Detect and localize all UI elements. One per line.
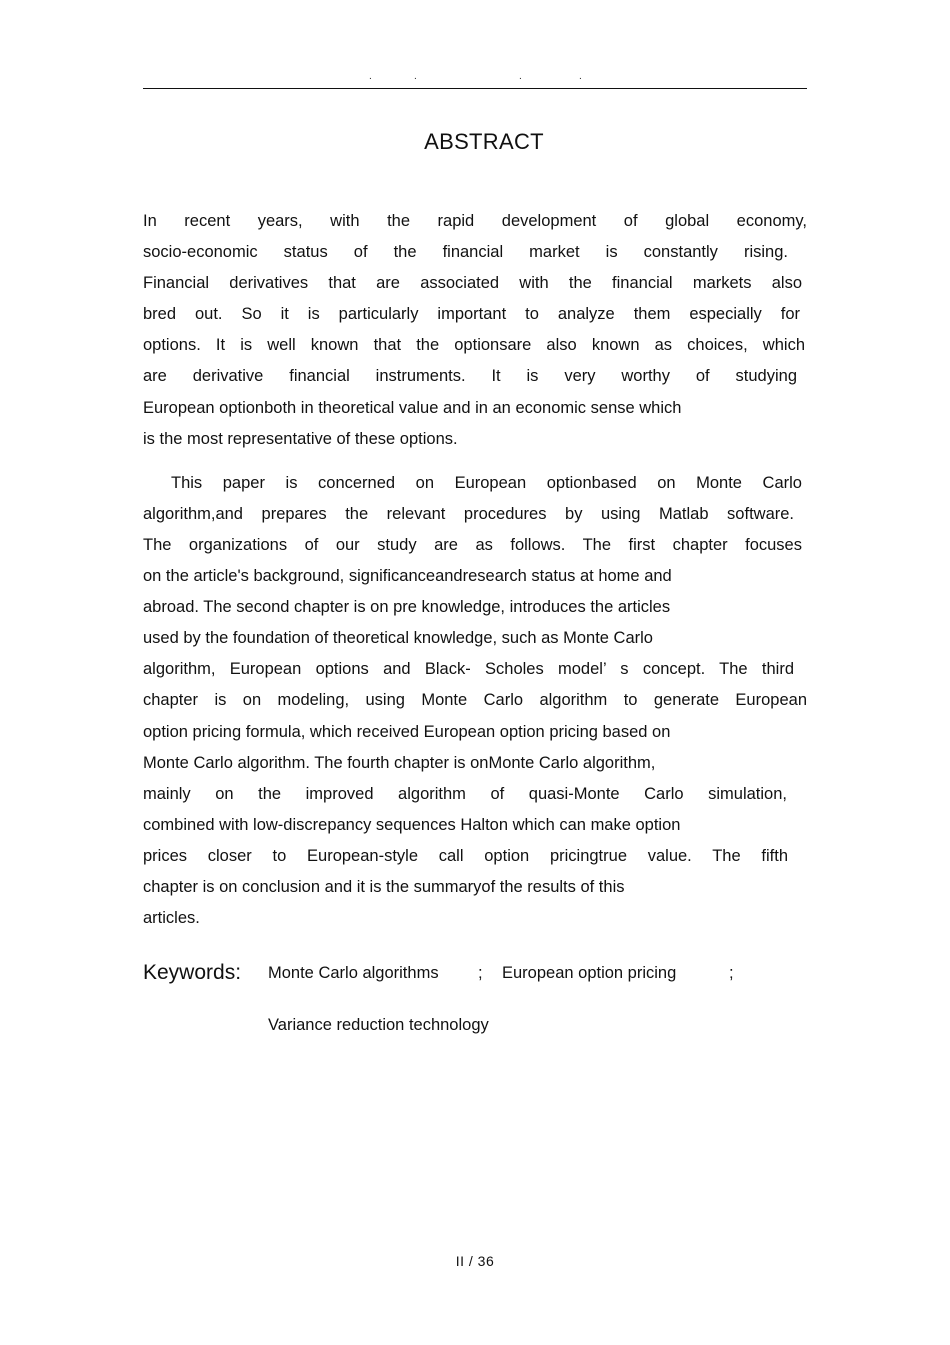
keyword-separator: ;: [478, 964, 483, 982]
text-line: prices closer to European-style call option pricingtrue value. The fifth: [143, 847, 788, 865]
text-line: are derivative financial instruments. It is very worthy of studying: [143, 367, 797, 385]
text-line: abroad. The second chapter is on pre knowledge, introduces the articles: [143, 598, 671, 616]
text-line: European optionboth in theoretical value and in an economic sense which: [143, 399, 682, 417]
text-line: algorithm, European options and Black- Scholes model’ s concept. The third: [143, 660, 794, 678]
keywords-label: Keywords:: [143, 961, 242, 984]
page-title: ABSTRACT: [424, 129, 544, 154]
text-line: socio-economic status of the financial market is constantly rising.: [143, 243, 788, 261]
text-line: This paper is concerned on European optionbased on Monte Carlo: [171, 474, 802, 492]
text-line: articles.: [143, 909, 200, 927]
running-header: [0, 70, 950, 84]
page-number: II / 36: [455, 1253, 495, 1269]
text-line: algorithm,and prepares the relevant procedures by using Matlab software.: [143, 505, 794, 523]
header-dot: .: [414, 71, 417, 82]
text-line: options. It is well known that the optionsare also known as choices, which: [143, 336, 805, 354]
header-dot: .: [519, 71, 522, 82]
header-dot: .: [369, 71, 372, 82]
text-line: chapter is on conclusion and it is the summaryof the results of this: [143, 878, 625, 896]
keyword-separator: ;: [729, 964, 734, 982]
text-line: chapter is on modeling, using Monte Carlo algorithm to generate European: [143, 691, 807, 709]
text-line: combined with low-discrepancy sequences Halton which can make option: [143, 816, 681, 834]
text-line: option pricing formula, which received European option pricing based on: [143, 723, 671, 741]
text-line: on the article's background, significanceandresearch status at home and: [143, 567, 672, 585]
text-line: used by the foundation of theoretical knowledge, such as Monte Carlo: [143, 629, 653, 647]
header-rule: [143, 88, 807, 89]
text-line: bred out. So it is particularly important to analyze them especially for: [143, 305, 800, 323]
keyword: Monte Carlo algorithms: [268, 964, 439, 982]
text-line: In recent years, with the rapid development of global economy,: [143, 212, 807, 230]
text-line: mainly on the improved algorithm of quasi-Monte Carlo simulation,: [143, 785, 787, 803]
header-dot: .: [579, 71, 582, 82]
keyword: Variance reduction technology: [268, 1016, 489, 1034]
keyword: European option pricing: [502, 964, 677, 982]
text-line: Financial derivatives that are associated with the financial markets also: [143, 274, 802, 292]
text-line: The organizations of our study are as follows. The first chapter focuses: [143, 536, 802, 554]
text-line: Monte Carlo algorithm. The fourth chapter is onMonte Carlo algorithm,: [143, 754, 656, 772]
text-line: is the most representative of these options.: [143, 430, 458, 448]
